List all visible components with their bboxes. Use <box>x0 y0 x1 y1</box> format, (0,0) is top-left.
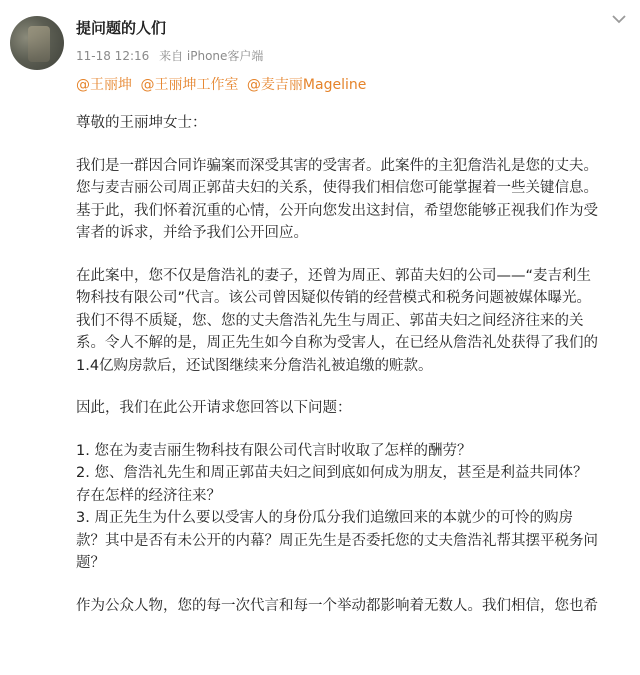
post-time: 11-18 12:16 <box>76 49 150 63</box>
post-content <box>76 112 628 637</box>
username[interactable]: 提问题的人们 <box>76 19 167 37</box>
mentions <box>76 74 370 94</box>
avatar[interactable] <box>10 16 64 70</box>
paragraph: 作为公众人物，您的每一次代言和每一个举动都影响着无数人。我们相信，您也希 <box>76 597 598 614</box>
mention-link[interactable]: @王丽坤 <box>76 77 132 93</box>
mention-link[interactable]: @麦吉丽Mageline <box>246 77 367 93</box>
post-header <box>0 0 640 72</box>
paragraph: 在此案中，您不仅是詹浩礼的妻子，还曾为周正、郭苗夫妇的公司——“麦吉利生 物科技有限公司”代言。该公司曾因疑似传销的经营模式和税务问题被媒体曝光。 我们不得不质疑，您、您的丈夫詹浩礼先生与周正、郭苗夫妇之间经济往来的关 系。令人不解的是，周正先生如今自称为受害人，在已经从詹浩礼处获得了我们的 1.4亿购房款后，还试图继续来分詹浩礼被追缴的赃款。 <box>76 267 598 374</box>
post-source: 来自 iPhone客户端 <box>159 49 264 63</box>
greeting: 尊敬的王丽坤女士： <box>76 115 207 131</box>
mention-link[interactable]: @王丽坤工作室 <box>140 77 239 93</box>
question: 2. 您、詹浩礼先生和周正郭苗夫妇之间到底如何成为朋友，甚至是利益共同体？ 存在怎样的经济往来？ <box>76 465 588 504</box>
chevron-down-icon[interactable] <box>612 14 626 24</box>
question: 3. 周正先生为什么要以受害人的身份瓜分我们追缴回来的本就少的可怜的购房 款？其中是否有未公开的内幕？周正先生是否委托您的丈夫詹浩礼帮其摆平税务问 题？ <box>76 510 598 571</box>
post-meta <box>76 47 269 64</box>
paragraph: 我们是一群因合同诈骗案而深受其害的受害者。此案件的主犯詹浩礼是您的丈夫。 您与麦吉丽公司周正郭苗夫妇的关系，使得我们相信您可能掌握着一些关键信息。 基于此，我们怀着沉重的心情，公开向您发出这封信，希望您能够正视我们作为受 害者的诉求，并给予我们公开回应。 <box>76 157 598 241</box>
question: 1. 您在为麦吉丽生物科技有限公司代言时收取了怎样的酬劳？ <box>76 442 472 459</box>
paragraph: 因此，我们在此公开请求您回答以下问题： <box>76 400 352 416</box>
